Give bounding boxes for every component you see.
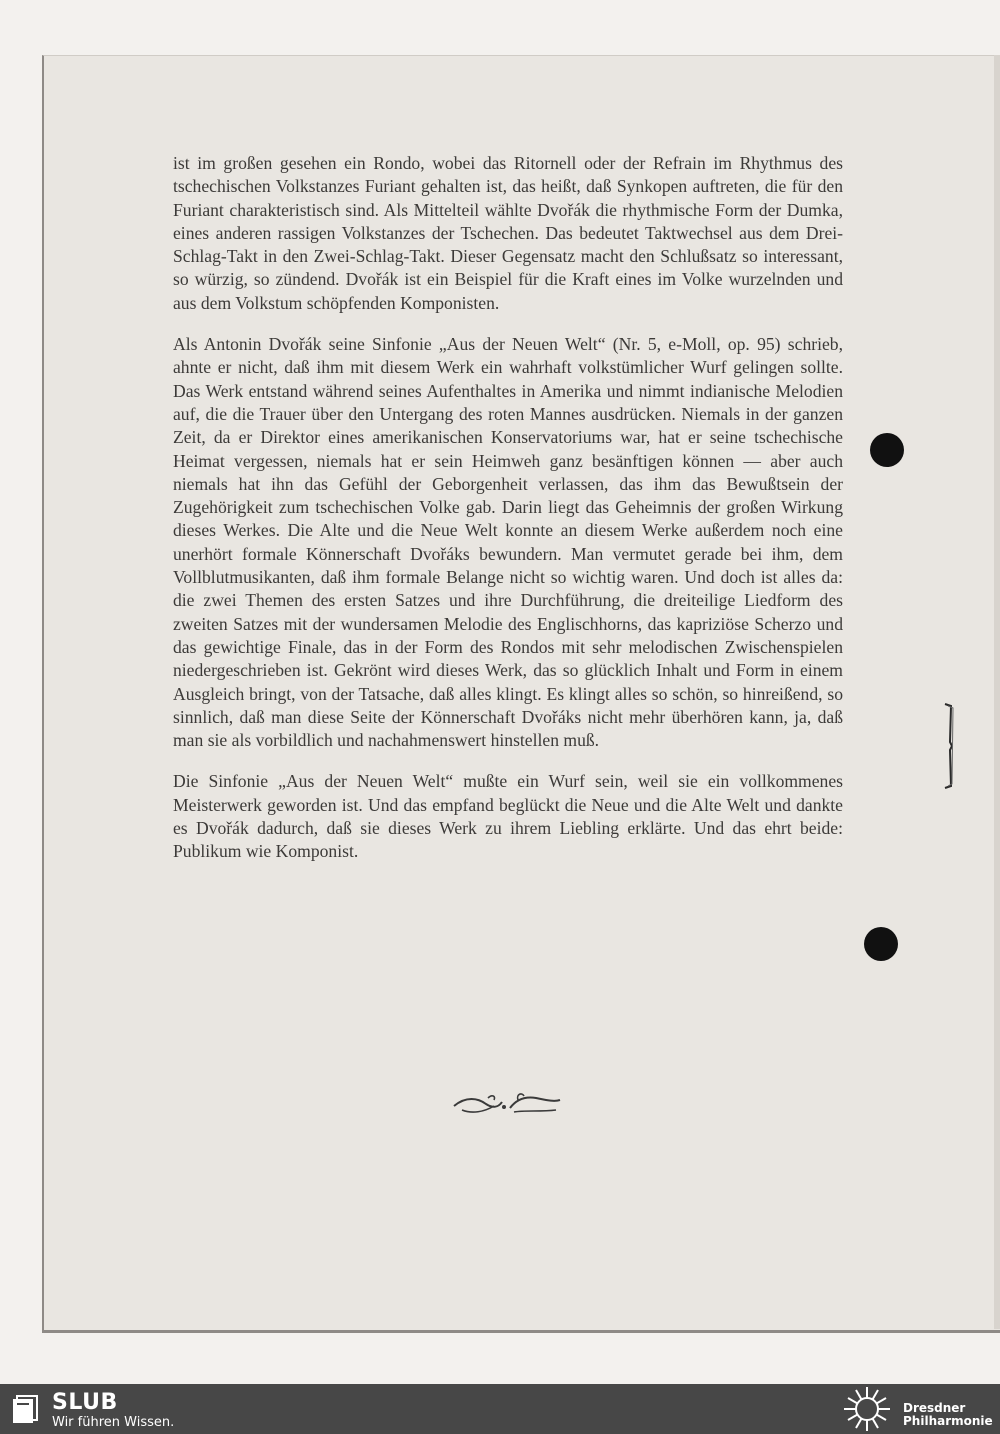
dresdner-philharmonie-sun-logo (842, 1386, 892, 1432)
dp-name-line-1: Dresdner (903, 1401, 966, 1415)
body-text (173, 152, 843, 864)
dp-name-line-2: Philharmonie (903, 1414, 993, 1428)
staple-icon (942, 702, 956, 790)
paragraph-2: Als Antonin Dvořák seine Sinfonie „Aus der Neuen Welt“ (Nr. 5, e-Moll, op. 95) schrieb, ahnte er nicht, daß ihm mit diesem Werk ein wahrhaft volkstümlicher Wurf gelingen sollte. Das Werk entstand während seines Aufenthaltes in Amerika und nimmt indianische Melodien auf, die die Trauer über den Untergang des roten Mannes ausdrücken. Niemals in der ganzen Zeit, da er Direktor eines amerikanischen Konservatoriums war, hat er seine tschechische Heimat vergessen, niemals hat er sein Heimweh ganz besänftigen können — aber auch niemals hat ihn das Gefühl der Geborgenheit verlassen, das ihm das Bewußtsein der Zugehörigkeit zum tschechischen Volke gab. Darin liegt das Geheimnis der großen Wirkung dieses Werkes. Die Alte und die Neue Welt konnte an diesem Werke außerdem noch eine unerhört formale Könnerschaft Dvořáks bewundern. Man vermutet gerade bei ihm, dem Vollblutmusikanten, daß ihm formale Belange nicht so wichtig waren. Und doch ist alles da: die zwei Themen des ersten Satzes und ihre Durchführung, die dreiteilige Liedform des zweiten Satzes mit der wundersamen Melodie des Englischhorns, das kapriziöse Scherzo und das gewichtige Finale, das in der Form des Rondos mit sehr melodischen Zwischenspielen niedergeschrieben ist. Gekrönt wird dieses Werk, das so glücklich Inhalt und Form in einem Ausgleich bringt, von der Tatsache, daß alles klingt. Es klingt alles so schön, so hinreißend, so sinnlich, daß man diese Seite der Könnerschaft Dvořáks nicht mehr überhören kann, ja, daß man sie als vorbildlich und nachahmenswert hinstellen muß. (173, 334, 843, 751)
slub-book-icon (11, 1395, 41, 1425)
slub-tagline: Wir führen Wissen. (52, 1415, 175, 1430)
punch-hole-upper (870, 433, 904, 467)
vine-ornament-icon (452, 1090, 562, 1118)
paragraph-1: ist im großen gesehen ein Rondo, wobei das Ritornell oder der Refrain im Rhythmus des tschechischen Volkstanzes Furiant gehalten ist, das heißt, daß Synkopen auftreten, die für den Furiant charakteristisch sind. Als Mittelteil wählte Dvořák die rhythmische Form der Dumka, eines anderen rassigen Volkstanzes der Tschechen. Das bedeutet Taktwechsel aus dem Drei-Schlag-Takt in den Zwei-Schlag-Takt. Dieser Gegensatz macht den Schlußsatz so interessant, so würzig, so zündend. Dvořák ist ein Beispiel für die Kraft eines im Volke wurzelnden und aus dem Volkstum schöpfenden Komponisten. (173, 153, 843, 313)
slub-title: SLUB (52, 1390, 118, 1415)
paragraph-3: Die Sinfonie „Aus der Neuen Welt“ mußte ein Wurf sein, weil sie ein vollkommenes Meisterwerk geworden ist. Und das empfand beglückt die Neue und die Alte Welt und dankte es Dvořák dadurch, daß sie dieses Werk zu ihrem Liebling erklärte. Und das ehrt beide: Publikum wie Komponist. (173, 771, 843, 862)
punch-hole-lower (864, 927, 898, 961)
page-edge (994, 55, 1000, 1329)
